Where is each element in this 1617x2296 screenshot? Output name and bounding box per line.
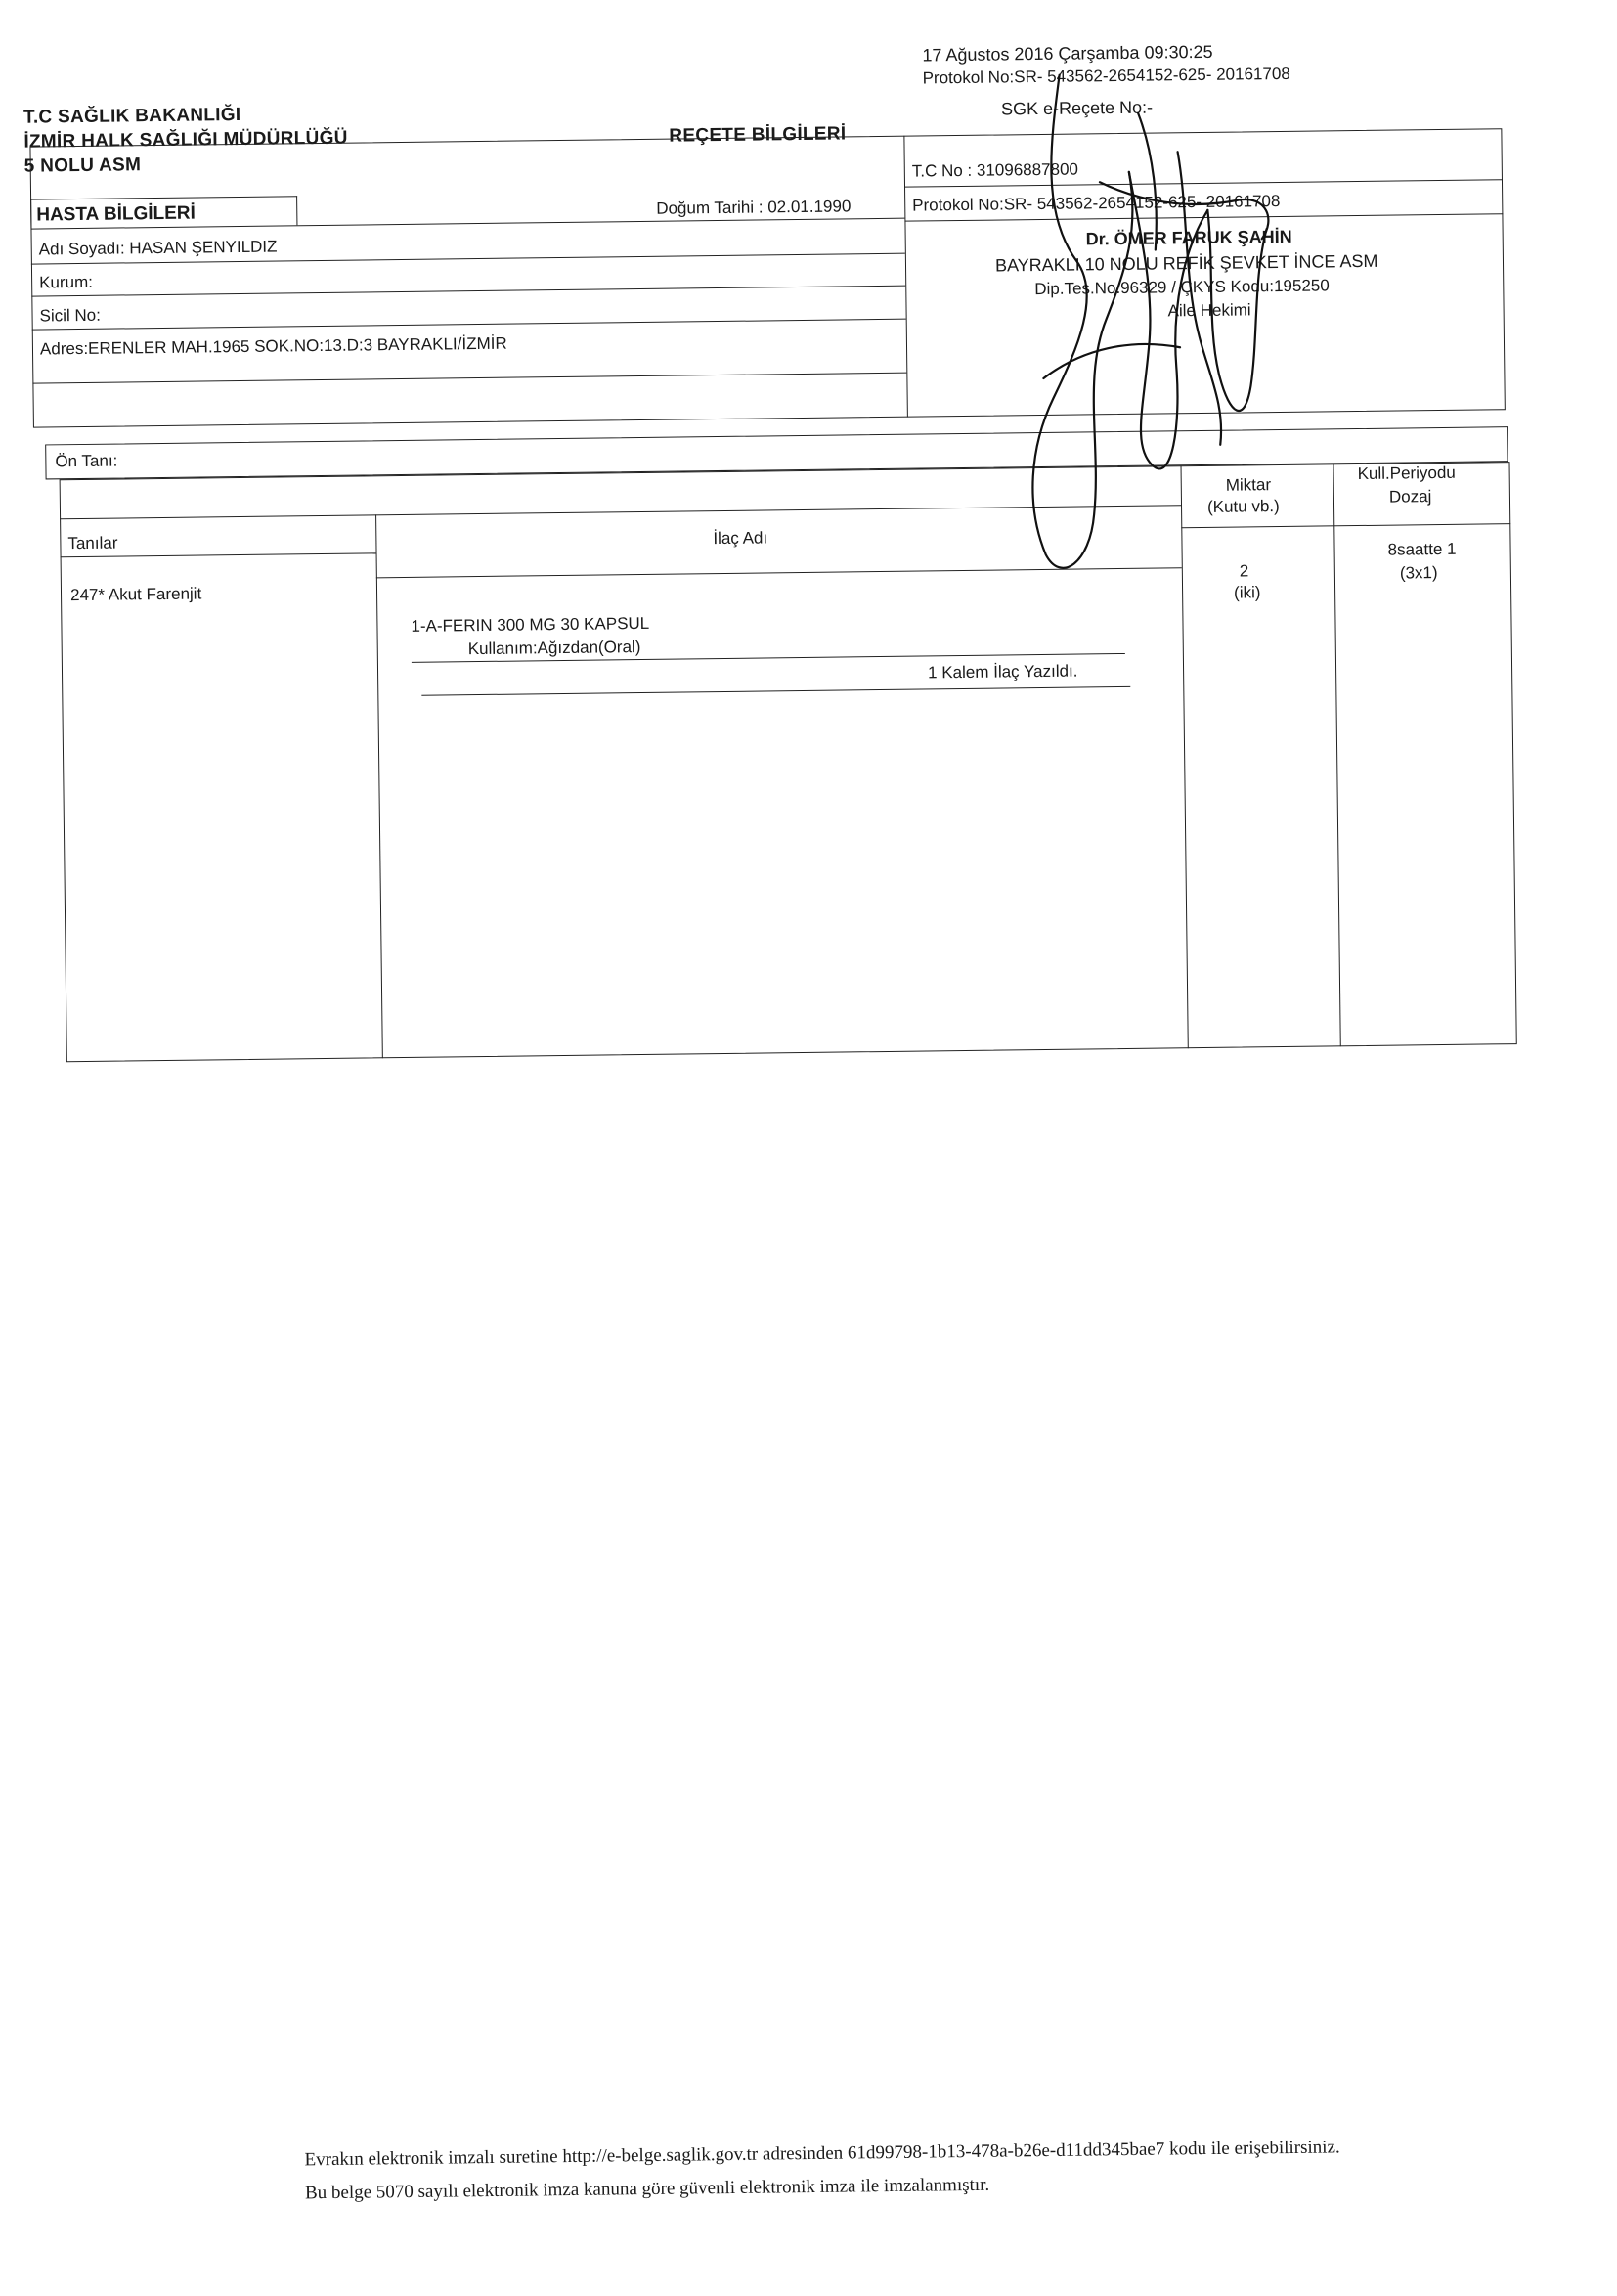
drug-name-header: İlaç Adı [713,528,768,549]
print-datetime: 17 Ağustos 2016 Çarşamba 09:30:25 [922,41,1213,66]
doctor-name: Dr. ÖMER FARUK ŞAHİN [1085,226,1292,249]
diagnosis-value: 247* Akut Farenjit [69,584,202,605]
ministry-title: T.C SAĞLIK BAKANLIĞI [22,104,241,128]
period-header: Kull.Periyodu [1357,463,1456,484]
diagnoses-header: Tanılar [67,533,118,553]
drug-count-note: 1 Kalem İlaç Yazıldı. [927,661,1078,683]
dose-value: (3x1) [1399,563,1438,583]
pre-diagnosis-label: Ön Tanı: [55,451,118,471]
doctor-protocol: Protokol No:SR- 543562-2654152-625- 20161708 [912,191,1281,215]
footer-verification: Evrakın elektronik imzalı suretine http://e-belge.saglik.gov.tr adresinden 61d99798-1b13-478a-b26e-d11dd345bae7 kodu ile erişebilirsiniz. [304,2137,1340,2171]
doctor-diploma: Dip.Tes.No.96329 / ÇKYS Kodu:195250 [1034,276,1330,299]
drug-name-value: 1-A-FERIN 300 MG 30 KAPSUL [411,613,650,636]
quantity-value: 2 [1239,561,1249,581]
birth-date: Doğum Tarihi : 02.01.1990 [656,197,852,218]
center-title: 5 NOLU ASM [23,155,142,177]
quantity-unit-header: (Kutu vb.) [1206,497,1280,516]
dose-header: Dozaj [1388,487,1432,507]
doctor-tc-no: T.C No : 31096887800 [911,159,1079,181]
quantity-text: (iki) [1233,583,1261,602]
registry-field: Sicil No: [39,305,102,326]
footer-signature-note: Bu belge 5070 sayılı elektronik imza kanuna göre güvenli elektronik imza ile imzalanmıştır. [304,2174,990,2204]
quantity-header: Miktar [1225,475,1272,495]
doctor-title: Aile Hekimi [1167,300,1251,321]
header-protocol: Protokol No:SR- 543562-2654152-625- 20161708 [922,64,1290,88]
doctor-clinic: BAYRAKLI 10 NOLU REFİK ŞEVKET İNCE ASM [994,250,1378,276]
sgk-prescription-no: SGK e-Reçete No:- [1000,97,1154,119]
patient-section-title: HASTA BİLGİLERİ [36,202,196,226]
patient-address: Adres:ERENLER MAH.1965 SOK.NO:13.D:3 BAYRAKLI/İZMİR [39,333,507,359]
doctor-signature-icon [981,53,1310,585]
directorate-title: İZMİR HALK SAĞLIĞI MÜDÜRLÜĞÜ [23,127,348,153]
institution-field: Kurum: [39,272,94,292]
drug-usage-value: Kullanım:Ağızdan(Oral) [467,638,641,659]
period-value: 8saatte 1 [1387,539,1457,559]
patient-name: Adı Soyadı: HASAN ŞENYILDIZ [38,237,278,259]
document-title: REÇETE BİLGİLERİ [669,123,847,147]
